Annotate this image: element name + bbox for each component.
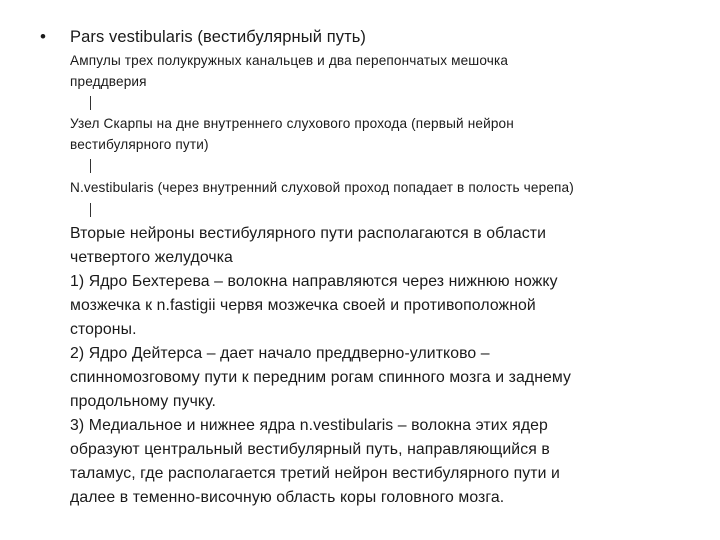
body-line-1: Вторые нейроны вестибулярного пути располагаются в области — [70, 225, 547, 242]
body-line-7: спинномозговому пути к передним рогам спинного мозга и заднему — [70, 369, 572, 386]
body-line-10: образуют центральный вестибулярный путь, направляющийся в — [70, 441, 550, 458]
connector-line-1 — [90, 96, 91, 110]
chain-item-2-line-1: Узел Скарпы на дне внутреннего слухового прохода (первый нейрон — [70, 116, 514, 131]
body-line-12: далее в теменно-височную область коры головного мозга. — [70, 489, 505, 506]
bullet-icon: • — [40, 27, 46, 46]
body-line-2: четвертого желудочка — [70, 249, 233, 266]
chain-item-3-line-1: N.vestibularis (через внутренний слуховой проход попадает в полость черепа) — [70, 180, 574, 195]
body-line-8: продольному пучку. — [70, 393, 216, 410]
body-line-5: стороны. — [70, 321, 137, 338]
chain-item-1-line-1: Ампулы трех полукружных канальцев и два перепончатых мешочка — [70, 53, 509, 68]
chain-item-1-line-2: преддверия — [70, 74, 147, 89]
connector-line-3 — [90, 203, 91, 217]
slide-heading: Pars vestibularis (вестибулярный путь) — [70, 28, 367, 46]
body-line-11: таламус, где располагается третий нейрон вестибулярного пути и — [70, 465, 560, 482]
connector-line-2 — [90, 159, 91, 173]
chain-item-2-line-2: вестибулярного пути) — [70, 137, 209, 152]
body-line-3: 1) Ядро Бехтерева – волокна направляются через нижнюю ножку — [70, 273, 558, 290]
body-line-4: мозжечка к n.fastigii червя мозжечка своей и противоположной — [70, 297, 536, 314]
bullet-heading-row — [40, 24, 680, 50]
body-line-9: 3) Медиальное и нижнее ядра n.vestibularis – волокна этих ядер — [70, 417, 548, 434]
body-line-6: 2) Ядро Дейтерса – дает начало преддверно-улитково – — [70, 345, 490, 362]
